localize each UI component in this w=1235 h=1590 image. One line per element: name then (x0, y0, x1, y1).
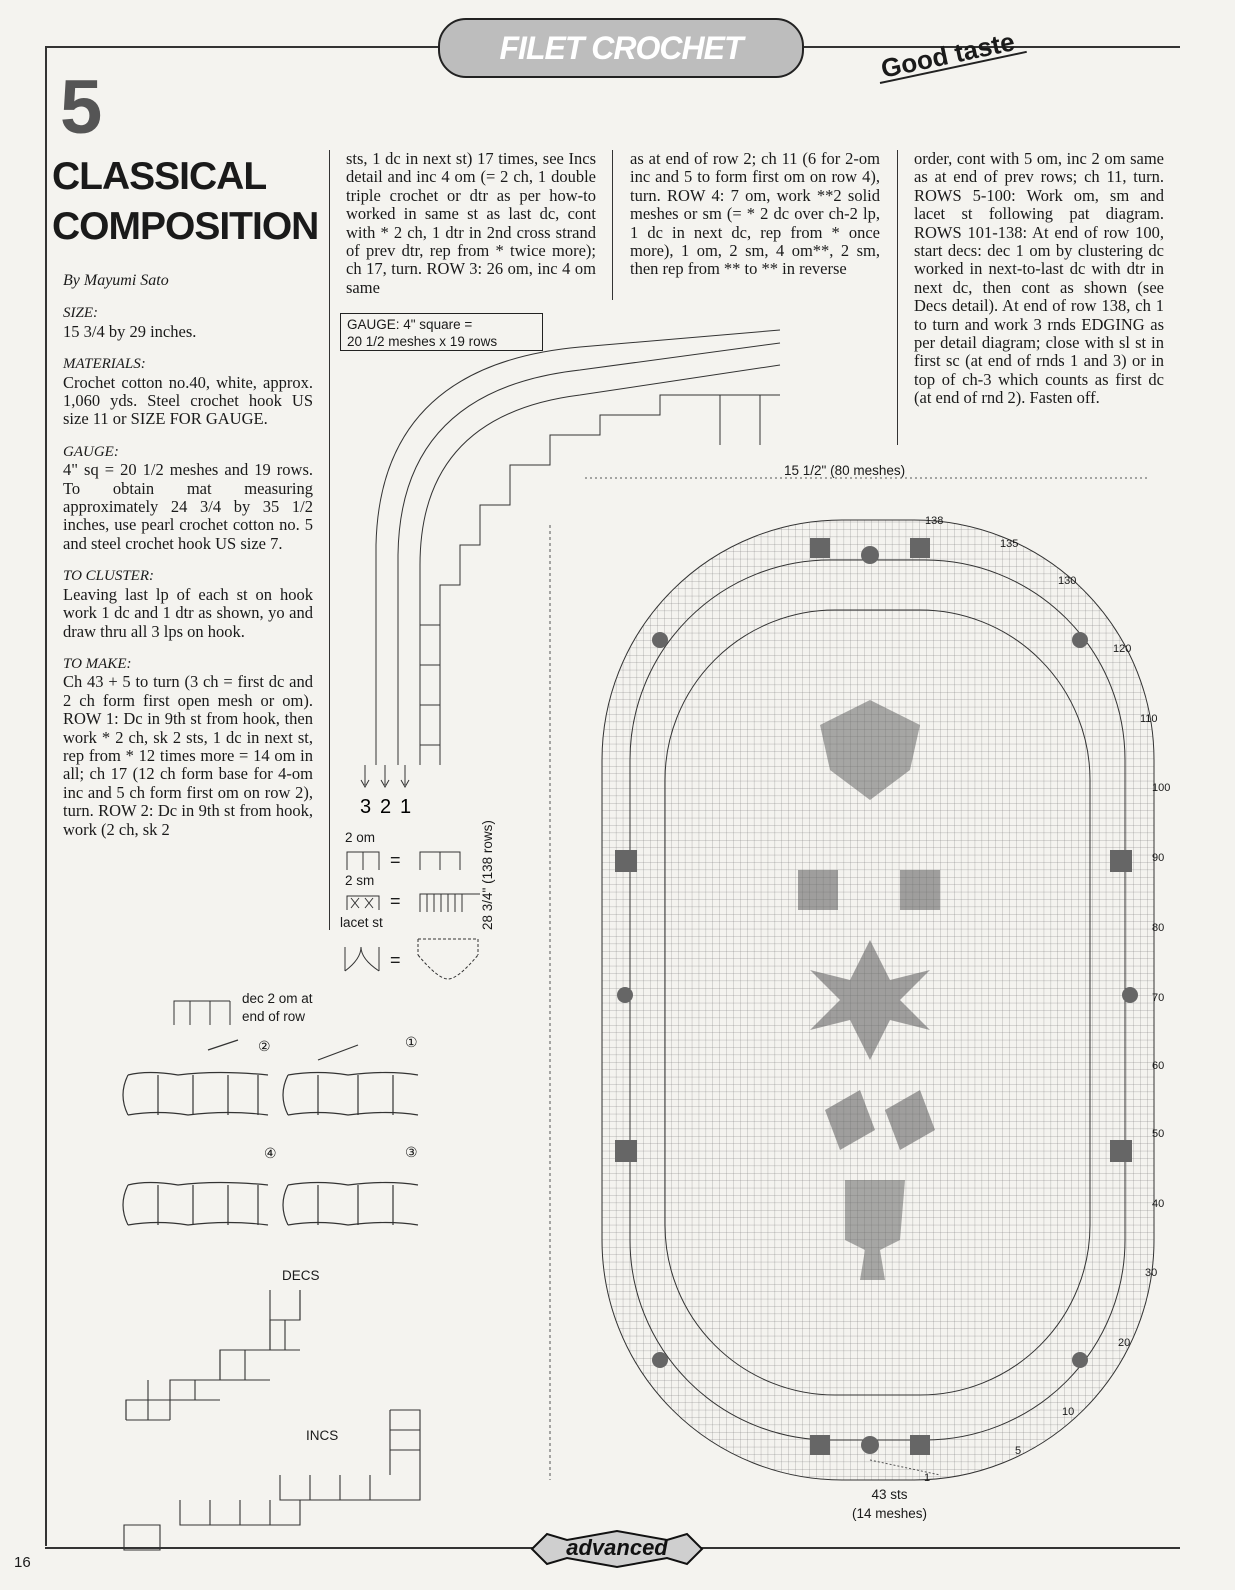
pattern-number: 5 (60, 65, 103, 150)
section-title: FILET CROCHET (499, 29, 743, 66)
legend-lacet-equals: = (390, 950, 401, 970)
howto-step-3 (283, 1183, 418, 1226)
column-divider-2 (612, 150, 613, 300)
advanced-badge-text: advanced (566, 1535, 668, 1560)
incs-label: INCS (306, 1428, 339, 1443)
cluster-howto-illustrations (118, 1030, 438, 1250)
howto-step-2 (123, 1040, 268, 1115)
decs-incs-diagrams (120, 1290, 450, 1555)
dec-note-line-2: end of row (242, 1009, 306, 1024)
column-divider-1 (329, 150, 330, 930)
dec-note-line-1: dec 2 om at (242, 991, 313, 1006)
page-title (52, 152, 318, 252)
column-2: sts, 1 dc in next st) 17 times, see Incs detail and inc 4 om (= 2 ch, 1 double triple crochet or dtr as per how-to worked in same st as last dc, cont with * 2 ch, 1 dtr in 2nd cross strand of prev dtr, rep from * twice more); ch 17, turn. ROW 3: 26 om, inc 4 om same (346, 149, 596, 297)
row-label-50: 50 (1152, 1128, 1165, 1140)
chart-base-label-line-1: 43 sts (871, 1487, 908, 1502)
gauge-box-line-1: GAUGE: 4" square = (347, 317, 473, 332)
legend-sm-label: 2 sm (345, 873, 375, 888)
round-label-2: 2 (380, 796, 392, 818)
howto-step-4 (123, 1183, 268, 1226)
motif-top-dot (861, 546, 879, 564)
legend-om-equals: = (390, 850, 401, 870)
row-label-5: 5 (1015, 1445, 1022, 1457)
incs-base (124, 1525, 160, 1550)
cluster-text: Leaving last lp of each st on hook work 1 dc and 1 dtr as shown, yo and draw thru all 3 lps on hook. (63, 584, 313, 641)
row-label-30: 30 (1145, 1267, 1158, 1279)
byline: By Mayumi Sato (63, 272, 169, 289)
size-text: 15 3/4 by 29 inches. (63, 321, 197, 341)
row-label-135: 135 (1000, 538, 1019, 550)
row-label-40: 40 (1152, 1198, 1165, 1210)
chart-base-label (852, 1485, 927, 1523)
legend-sm-symbol (345, 890, 485, 916)
gauge-text: 4" sq = 20 1/2 meshes and 19 rows. To obtain mat measuring approximately 24 3/4 by 35 1/2 inches, use pearl crochet cotton no. 5 and steel crochet hook US size 7. (63, 460, 313, 553)
cluster-heading: TO CLUSTER: (63, 568, 154, 585)
tomake-heading: TO MAKE: (63, 655, 132, 672)
row-label-100: 100 (1152, 782, 1171, 794)
row-label-70: 70 (1152, 992, 1165, 1004)
materials-heading: MATERIALS: (63, 356, 146, 373)
row-label-90: 90 (1152, 852, 1165, 864)
step-label-2: ② (258, 1038, 271, 1054)
motif-leaf-right (900, 870, 940, 910)
column-1 (63, 272, 313, 839)
row-label-110: 110 (1140, 713, 1158, 725)
good-taste-tag: Good taste (878, 26, 1018, 84)
page-frame-left (45, 46, 47, 1546)
legend-lacet-label: lacet st (340, 915, 383, 930)
row-label-1: 1 (924, 1472, 931, 1484)
motif-bottom-dot (861, 1436, 879, 1454)
legend-om-label: 2 om (345, 830, 376, 845)
chart-height-label: 28 3/4" (138 rows) (480, 820, 495, 930)
row-label-130: 130 (1058, 575, 1077, 587)
step-label-3: ③ (405, 1144, 418, 1160)
howto-step-1 (283, 1045, 418, 1115)
row-label-80: 80 (1152, 922, 1165, 934)
row-label-138: 138 (925, 515, 944, 527)
round-label-1: 1 (400, 796, 412, 818)
decs-label: DECS (282, 1268, 320, 1283)
gauge-heading: GAUGE: (63, 443, 119, 460)
tomake-text: Ch 43 + 5 to turn (3 ch = first dc and 2 ch form first open mesh or om). ROW 1: Dc in 9th st from hook, then work * 2 ch, sk 2 sts, 1 dc in next st, rep from * 12 times more = 14 om in all; ch 17 (12 ch form base for 4-om inc and 5 ch form first om on row 2), turn. ROW 2: Dc in 9th st from hook, work (2 ch, sk 2 (63, 672, 313, 839)
section-banner (438, 18, 804, 78)
dec-note-symbol (170, 995, 240, 1029)
page-number: 16 (14, 1554, 31, 1571)
row-label-10: 10 (1062, 1406, 1075, 1418)
row-label-120: 120 (1113, 643, 1132, 655)
chart-width-label: 15 1/2" (80 meshes) (780, 463, 909, 478)
title-line-2: COMPOSITION (52, 205, 319, 248)
edging-arrows (361, 765, 409, 787)
step-label-1: ① (405, 1034, 418, 1050)
size-heading: SIZE: (63, 305, 98, 322)
step-label-4: ④ (264, 1145, 277, 1161)
dec-note (242, 990, 313, 1026)
legend-sm-equals: = (390, 891, 401, 911)
column-3: as at end of row 2; ch 11 (6 for 2-om inc and 5 to form first om on row 4), turn. ROW 4: 7 om, work **2 solid meshes or sm (= * 2 dc over ch-2 lp, 1 dc in next dc, rep from * once more), 1 om, 2 sm, 4 om**, 2 sm, then rep from ** to ** in reverse (630, 149, 880, 279)
advanced-badge (522, 1528, 712, 1570)
chart-base-label-line-2: (14 meshes) (852, 1506, 928, 1521)
legend-lacet-symbol (343, 935, 483, 985)
motif-leaf-left (798, 870, 838, 910)
round-label-3: 3 (360, 796, 372, 818)
filet-chart (540, 470, 1190, 1515)
column-4: order, cont with 5 om, inc 2 om same as at end of prev rows; ch 11, turn. ROWS 5-100: Work om, sm and lacet st following pat diagram. ROWS 101-138: At end of row 100, start decs: dec 1 om by clustering dc worked in next-to-last dc with dtr in next dc, then cont as shown (see Decs detail). At end of row 138, ch 1 to turn and work 3 rnds EDGING as per detail diagram; close with sl st in first sc (at end of rnds 1 and 3) or in top of ch-3 which counts as first dc (at end of rnd 2). Fasten off. (914, 149, 1164, 408)
title-line-1: CLASSICAL (52, 155, 267, 198)
gauge-box-line-2: 20 1/2 meshes x 19 rows (347, 334, 498, 349)
row-label-20: 20 (1118, 1337, 1131, 1349)
chart-height-label-wrap (480, 820, 495, 930)
row-label-60: 60 (1152, 1060, 1165, 1072)
legend-om-symbol (345, 848, 485, 874)
column-divider-3 (897, 150, 898, 445)
materials-text: Crochet cotton no.40, white, approx. 1,060 yds. Steel crochet hook US size 11 or SIZE FOR GAUGE. (63, 372, 313, 429)
